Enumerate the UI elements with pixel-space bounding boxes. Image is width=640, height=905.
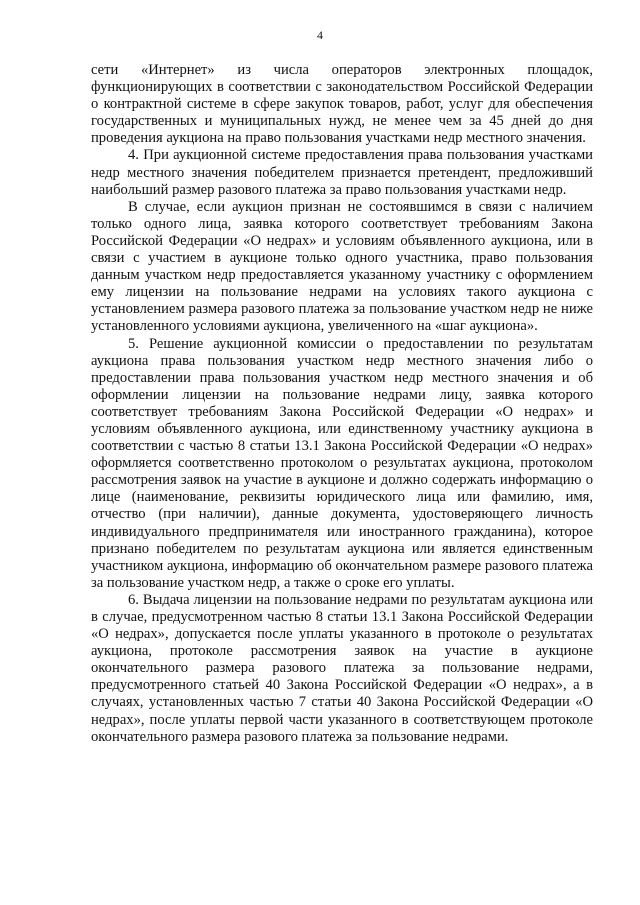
paragraph-single-participant: В случае, если аукцион признан не состоявшимся в связи с наличием только одного лица, заявка которого соответствует требованиям Закона Российской Федерации «О недрах» и условиям объявленного аукциона, или в связи с участием в аукционе только одного участника, право пользования данным участком недр предоставляется указанному участнику с оформлением ему лицензии на пользование недрами на условиях такого аукциона с установлением размера разового платежа за пользование участком недр не ниже установленного условиями аукциона, увеличенного на «шаг аукциона». [91,198,593,335]
page-number: 4 [317,28,323,42]
paragraph-item-6: 6. Выдача лицензии на пользование недрами по результатам аукциона или в случае, предусмотренном частью 8 статьи 13.1 Закона Российской Федерации «О недрах», допускается после уплаты указанного в протоколе о результатах аукциона, протоколе рассмотрения заявок на участие в аукционе окончательного размера разового платежа за пользование недрами, предусмотренного статьей 40 Закона Российской Федерации «О недрах», а в случаях, установленных частью 7 статьи 40 Закона Российской Федерации «О недрах», после уплаты первой части указанного в соответствующем протоколе окончательного размера разового платежа за пользование недрами. [91,591,593,745]
document-body [91,62,593,746]
paragraph-item-4: 4. При аукционной системе предоставления права пользования участками недр местного значения победителем признается претендент, предложивший наибольший размер разового платежа за право пользования участками недр. [91,147,593,198]
paragraph-item-5: 5. Решение аукционной комиссии о предоставлении по результатам аукциона права пользования участком недр местного значения либо о предоставлении права пользования участком недр местного значения и об оформлении лицензии на пользование недрами лицу, заявка которого соответствует требованиям Закона Российской Федерации «О недрах» и условиям объявленного аукциона, или единственному участнику аукциона в соответствии с частью 8 статьи 13.1 Закона Российской Федерации «О недрах» оформляется соответственно протоколом о результатах аукциона, протоколом рассмотрения заявок на участие в аукционе и должно содержать информацию о лице (наименование, реквизиты юридического лица или фамилию, имя, отчество (при наличии), данные документа, удостоверяющего личность индивидуального предпринимателя или иностранного гражданина), которое признано победителем по результатам аукциона или является единственным участником аукциона, информацию об окончательном размере разового платежа за пользование участком недр, а также о сроке его уплаты. [91,335,593,591]
paragraph-continuation: сети «Интернет» из числа операторов электронных площадок, функционирующих в соответствии с законодательством Российской Федерации о контрактной системе в сфере закупок товаров, работ, услуг для обеспечения государственных и муниципальных нужд, не менее чем за 45 дней до дня проведения аукциона на право пользования участками недр местного значения. [91,62,593,147]
